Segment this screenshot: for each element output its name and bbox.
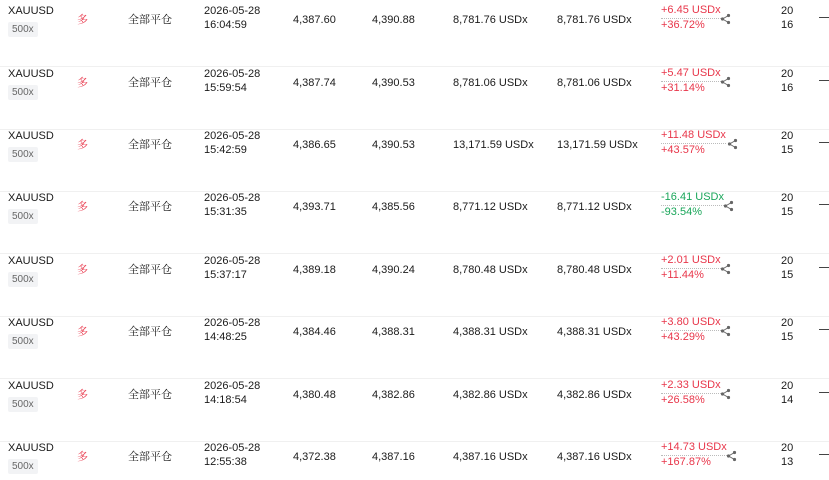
symbol-name: XAUUSD <box>8 192 54 204</box>
table-row[interactable] <box>0 67 829 130</box>
pnl-percent: +43.29% <box>661 331 705 343</box>
close-time <box>204 441 260 469</box>
symbol-name: XAUUSD <box>8 68 54 80</box>
close-clock: 14:18:54 <box>204 394 247 406</box>
pnl-percent: +36.72% <box>661 19 705 31</box>
share-icon[interactable] <box>723 200 734 212</box>
side-label: 多 <box>77 14 88 26</box>
pnl-amount[interactable]: -16.41 USDx <box>661 191 724 206</box>
close-type: 全部平仓 <box>128 201 172 213</box>
leverage-badge: 500x <box>8 272 38 287</box>
side-label: 多 <box>77 139 88 151</box>
close-time <box>204 191 260 219</box>
position-value: 8,781.06 USDx <box>557 77 632 89</box>
pnl-amount[interactable]: +5.47 USDx <box>661 67 721 82</box>
position-value: 8,781.76 USDx <box>557 14 632 26</box>
next-column-line1: 20 <box>781 380 794 392</box>
margin-value: 8,781.76 USDx <box>453 14 528 26</box>
row-marker <box>819 142 829 143</box>
share-icon[interactable] <box>720 13 731 25</box>
close-type: 全部平仓 <box>128 139 172 151</box>
next-column-clipped <box>781 4 793 32</box>
table-row[interactable] <box>0 316 829 379</box>
pnl-cell <box>661 129 726 157</box>
pnl-percent: +31.14% <box>661 82 705 94</box>
close-date: 2026-05-28 <box>204 380 261 392</box>
pnl-cell <box>661 191 724 219</box>
side-label: 多 <box>77 326 88 338</box>
margin-value: 8,781.06 USDx <box>453 77 528 89</box>
close-clock: 16:04:59 <box>204 19 247 31</box>
open-price: 4,384.46 <box>293 326 336 338</box>
close-time <box>204 4 260 32</box>
close-price: 4,382.86 <box>372 389 415 401</box>
next-column-clipped <box>781 316 793 344</box>
row-marker <box>819 454 829 455</box>
position-value: 8,771.12 USDx <box>557 201 632 213</box>
pnl-amount[interactable]: +3.80 USDx <box>661 316 721 331</box>
close-date: 2026-05-28 <box>204 442 261 454</box>
open-price: 4,386.65 <box>293 139 336 151</box>
close-date: 2026-05-28 <box>204 317 261 329</box>
next-column-line2: 15 <box>781 331 794 343</box>
next-column-line1: 20 <box>781 5 794 17</box>
table-row[interactable] <box>0 129 829 192</box>
next-column-line1: 20 <box>781 255 794 267</box>
side-label: 多 <box>77 264 88 276</box>
pnl-cell <box>661 67 721 95</box>
open-price: 4,372.38 <box>293 451 336 463</box>
share-icon[interactable] <box>720 388 731 400</box>
pnl-cell <box>661 379 721 407</box>
pnl-amount[interactable]: +2.33 USDx <box>661 379 721 394</box>
leverage-badge: 500x <box>8 85 38 100</box>
symbol-name: XAUUSD <box>8 380 54 392</box>
leverage-badge: 500x <box>8 209 38 224</box>
row-marker <box>819 80 829 81</box>
pnl-amount[interactable]: +6.45 USDx <box>661 4 721 19</box>
share-icon[interactable] <box>727 138 738 150</box>
table-row[interactable] <box>0 191 829 254</box>
close-clock: 15:37:17 <box>204 269 247 281</box>
leverage-badge: 500x <box>8 334 38 349</box>
row-marker <box>819 204 829 205</box>
close-price: 4,390.88 <box>372 14 415 26</box>
close-clock: 14:48:25 <box>204 331 247 343</box>
row-marker <box>819 392 829 393</box>
side-label: 多 <box>77 451 88 463</box>
close-price: 4,390.53 <box>372 139 415 151</box>
close-date: 2026-05-28 <box>204 5 261 17</box>
margin-value: 13,171.59 USDx <box>453 139 534 151</box>
margin-value: 4,382.86 USDx <box>453 389 528 401</box>
leverage-badge: 500x <box>8 459 38 474</box>
open-price: 4,387.60 <box>293 14 336 26</box>
next-column-clipped <box>781 379 793 407</box>
close-type: 全部平仓 <box>128 77 172 89</box>
next-column-line1: 20 <box>781 68 794 80</box>
close-clock: 15:31:35 <box>204 206 247 218</box>
pnl-amount[interactable]: +11.48 USDx <box>661 129 726 144</box>
next-column-line2: 13 <box>781 456 794 468</box>
margin-value: 4,388.31 USDx <box>453 326 528 338</box>
close-price: 4,385.56 <box>372 201 415 213</box>
next-column-line2: 15 <box>781 144 794 156</box>
open-price: 4,380.48 <box>293 389 336 401</box>
next-column-clipped <box>781 191 793 219</box>
table-row[interactable] <box>0 254 829 317</box>
next-column-clipped <box>781 129 793 157</box>
symbol-name: XAUUSD <box>8 5 54 17</box>
close-type: 全部平仓 <box>128 389 172 401</box>
share-icon[interactable] <box>720 76 731 88</box>
close-time <box>204 67 260 95</box>
pnl-percent: +26.58% <box>661 394 705 406</box>
pnl-percent: +11.44% <box>661 269 704 281</box>
pnl-amount[interactable]: +14.73 USDx <box>661 441 727 456</box>
position-value: 8,780.48 USDx <box>557 264 632 276</box>
open-price: 4,389.18 <box>293 264 336 276</box>
row-marker <box>819 17 829 18</box>
close-clock: 15:59:54 <box>204 82 247 94</box>
close-date: 2026-05-28 <box>204 255 261 267</box>
table-row[interactable] <box>0 441 829 480</box>
open-price: 4,393.71 <box>293 201 336 213</box>
side-label: 多 <box>77 389 88 401</box>
share-icon[interactable] <box>720 263 731 275</box>
table-row[interactable] <box>0 4 829 67</box>
close-date: 2026-05-28 <box>204 130 261 142</box>
symbol-name: XAUUSD <box>8 255 54 267</box>
open-price: 4,387.74 <box>293 77 336 89</box>
next-column-clipped <box>781 67 793 95</box>
symbol-name: XAUUSD <box>8 317 54 329</box>
close-price: 4,390.24 <box>372 264 415 276</box>
next-column-line1: 20 <box>781 317 794 329</box>
margin-value: 4,387.16 USDx <box>453 451 528 463</box>
close-type: 全部平仓 <box>128 326 172 338</box>
leverage-badge: 500x <box>8 22 38 37</box>
close-date: 2026-05-28 <box>204 192 261 204</box>
next-column-line2: 16 <box>781 82 794 94</box>
share-icon[interactable] <box>720 325 731 337</box>
next-column-line2: 14 <box>781 394 794 406</box>
close-type: 全部平仓 <box>128 264 172 276</box>
next-column-clipped <box>781 254 793 282</box>
pnl-cell <box>661 254 721 282</box>
share-icon[interactable] <box>726 450 737 462</box>
next-column-line2: 16 <box>781 19 794 31</box>
close-clock: 15:42:59 <box>204 144 247 156</box>
close-time <box>204 379 260 407</box>
close-date: 2026-05-28 <box>204 68 261 80</box>
next-column-line1: 20 <box>781 130 794 142</box>
close-price: 4,387.16 <box>372 451 415 463</box>
next-column-line1: 20 <box>781 442 794 454</box>
symbol-name: XAUUSD <box>8 130 54 142</box>
pnl-cell <box>661 316 721 344</box>
row-marker <box>819 329 829 330</box>
table-row[interactable] <box>0 379 829 442</box>
next-column-clipped <box>781 441 793 469</box>
next-column-line1: 20 <box>781 192 794 204</box>
side-label: 多 <box>77 201 88 213</box>
row-marker <box>819 267 829 268</box>
leverage-badge: 500x <box>8 147 38 162</box>
position-value: 13,171.59 USDx <box>557 139 638 151</box>
next-column-line2: 15 <box>781 269 794 281</box>
pnl-cell <box>661 441 727 469</box>
margin-value: 8,780.48 USDx <box>453 264 528 276</box>
side-label: 多 <box>77 77 88 89</box>
pnl-percent: +43.57% <box>661 144 705 156</box>
pnl-cell <box>661 4 721 32</box>
leverage-badge: 500x <box>8 397 38 412</box>
close-type: 全部平仓 <box>128 14 172 26</box>
pnl-percent: +167.87% <box>661 456 711 468</box>
margin-value: 8,771.12 USDx <box>453 201 528 213</box>
close-time <box>204 316 260 344</box>
close-clock: 12:55:38 <box>204 456 247 468</box>
close-time <box>204 129 260 157</box>
position-value: 4,388.31 USDx <box>557 326 632 338</box>
next-column-line2: 15 <box>781 206 794 218</box>
close-time <box>204 254 260 282</box>
pnl-amount[interactable]: +2.01 USDx <box>661 254 721 269</box>
close-price: 4,388.31 <box>372 326 415 338</box>
position-value: 4,382.86 USDx <box>557 389 632 401</box>
pnl-percent: -93.54% <box>661 206 702 218</box>
close-type: 全部平仓 <box>128 451 172 463</box>
position-value: 4,387.16 USDx <box>557 451 632 463</box>
close-price: 4,390.53 <box>372 77 415 89</box>
symbol-name: XAUUSD <box>8 442 54 454</box>
